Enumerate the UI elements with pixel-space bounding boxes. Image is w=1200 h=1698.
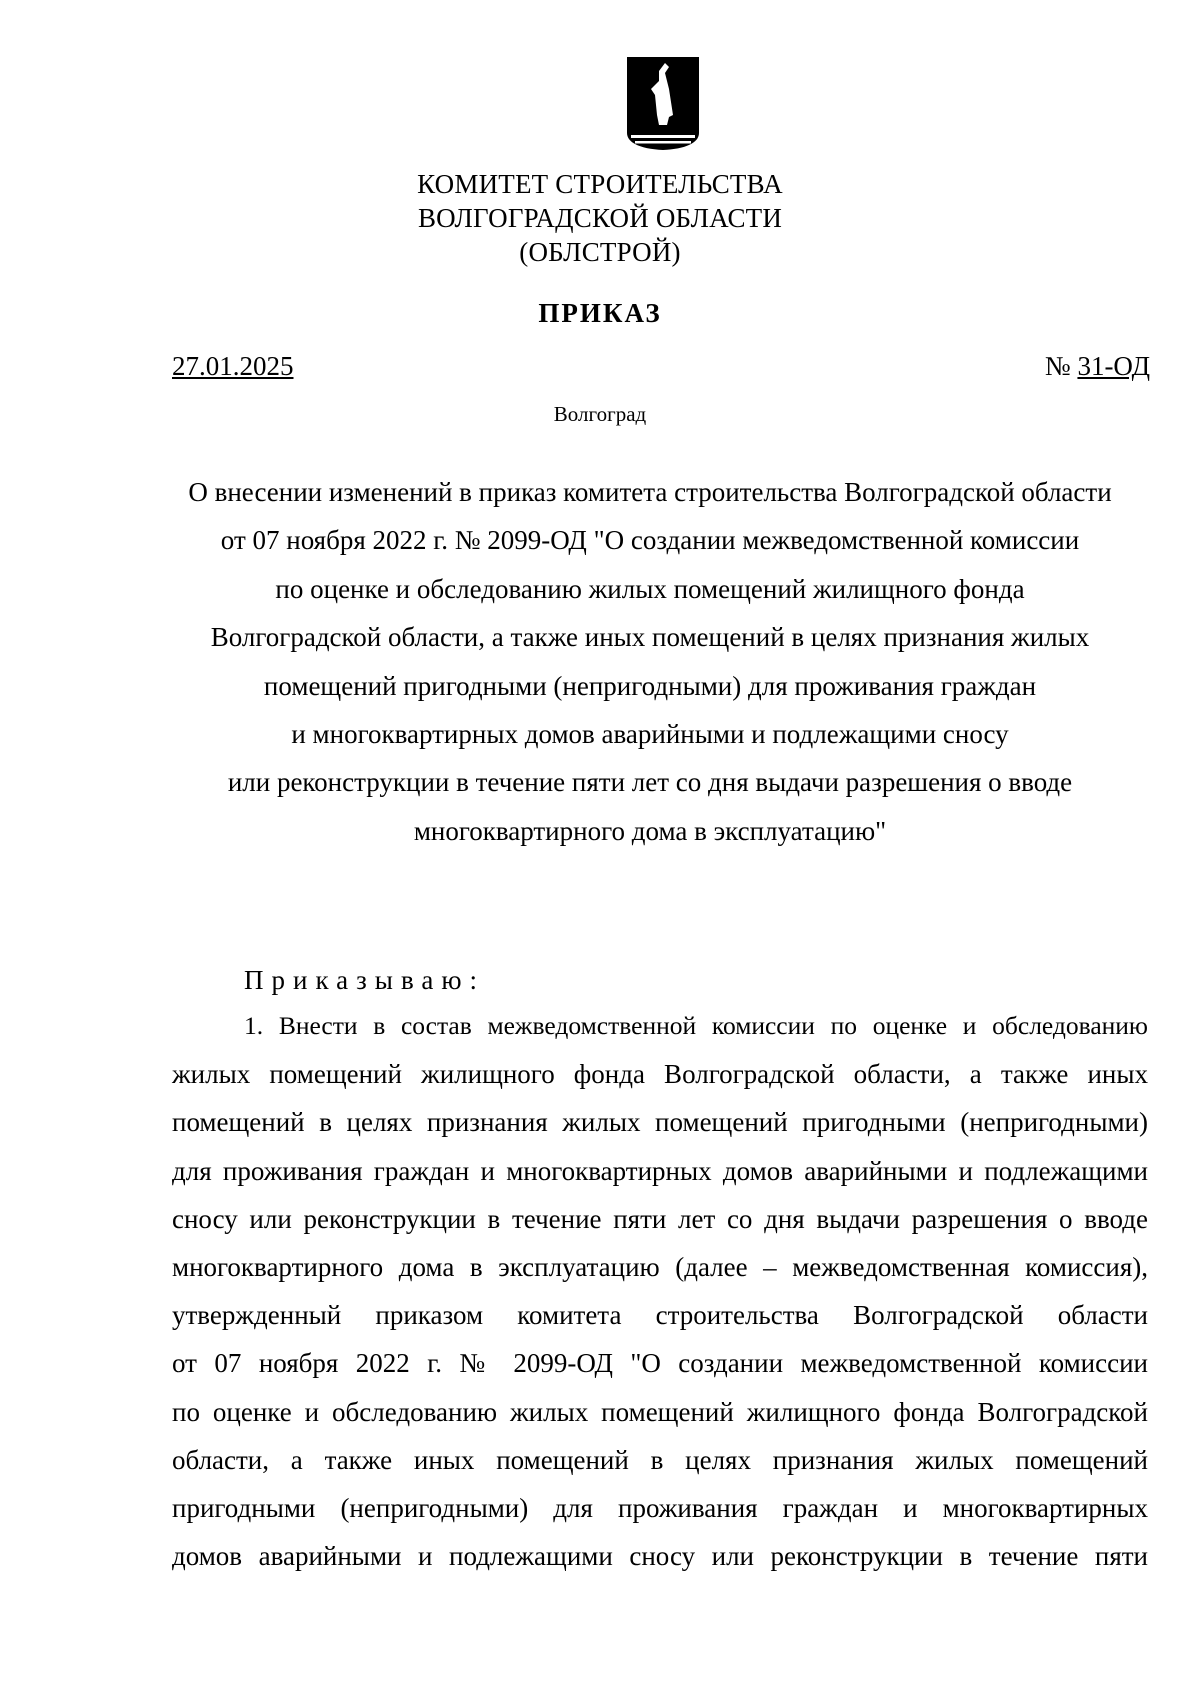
body-line: утвержденный приказом комитета строительства Волгоградской области — [172, 1300, 1148, 1331]
subject-line: и многоквартирных домов аварийными и подлежащими сносу — [291, 719, 1009, 750]
subject-line: многоквартирного дома в эксплуатацию" — [413, 815, 887, 846]
organization-name — [300, 167, 900, 269]
body-line: домов аварийными и подлежащими сносу или реконструкции в течение пяти — [172, 1541, 1148, 1572]
document-type: ПРИКАЗ — [538, 298, 662, 328]
subject-line: или реконструкции в течение пяти лет со дня выдачи разрешения о вводе — [227, 767, 1073, 798]
org-line-1: КОМИТЕТ СТРОИТЕЛЬСТВА — [417, 169, 783, 199]
subject-line: от 07 ноября 2022 г. № 2099-ОД "О создании межведомственной комиссии — [220, 525, 1080, 556]
document-number — [1045, 351, 1150, 382]
subject-line: по оценке и обследованию жилых помещений жилищного фонда — [275, 573, 1025, 604]
body-line: по оценке и обследованию жилых помещений жилищного фонда Волгоградской — [172, 1396, 1148, 1427]
body-line: от 07 ноября 2022 г. № 2099-ОД "О создании межведомственной комиссии — [172, 1348, 1148, 1379]
document-date: 27.01.2025 — [172, 351, 294, 381]
body-line: для проживания граждан и многоквартирных домов аварийными и подлежащими — [172, 1155, 1148, 1186]
volgograd-coat-of-arms-emblem — [625, 55, 701, 151]
org-line-3: (ОБЛСТРОЙ) — [519, 237, 681, 267]
city: Волгоград — [553, 402, 647, 426]
order-body — [172, 1002, 1148, 1580]
document-subject — [160, 468, 1140, 855]
body-line: жилых помещений жилищного фонда Волгоградской области, а также иных — [172, 1059, 1148, 1090]
body-line: области, а также иных помещений в целях признания жилых помещений — [172, 1444, 1148, 1475]
order-word: Приказываю: — [244, 965, 485, 995]
number-value: 31-ОД — [1077, 351, 1150, 381]
subject-line: помещений пригодными (непригодными) для проживания граждан — [263, 670, 1037, 701]
org-line-2: ВОЛГОГРАДСКОЙ ОБЛАСТИ — [417, 203, 783, 233]
body-line: 1. Внести в состав межведомственной комиссии по оценке и обследованию — [244, 1011, 1148, 1040]
body-line: многоквартирного дома в эксплуатацию (далее – межведомственная комиссия), — [172, 1252, 1148, 1283]
body-line: помещений в целях признания жилых помещений пригодными (непригодными) — [172, 1107, 1148, 1138]
body-line: сносу или реконструкции в течение пяти лет со дня выдачи разрешения о вводе — [172, 1203, 1148, 1234]
body-line: пригодными (непригодными) для проживания граждан и многоквартирных — [172, 1493, 1148, 1524]
subject-line: О внесении изменений в приказ комитета строительства Волгоградской области — [188, 477, 1112, 507]
number-prefix: № — [1044, 351, 1078, 381]
subject-line: Волгоградской области, а также иных помещений в целях признания жилых — [210, 622, 1090, 653]
